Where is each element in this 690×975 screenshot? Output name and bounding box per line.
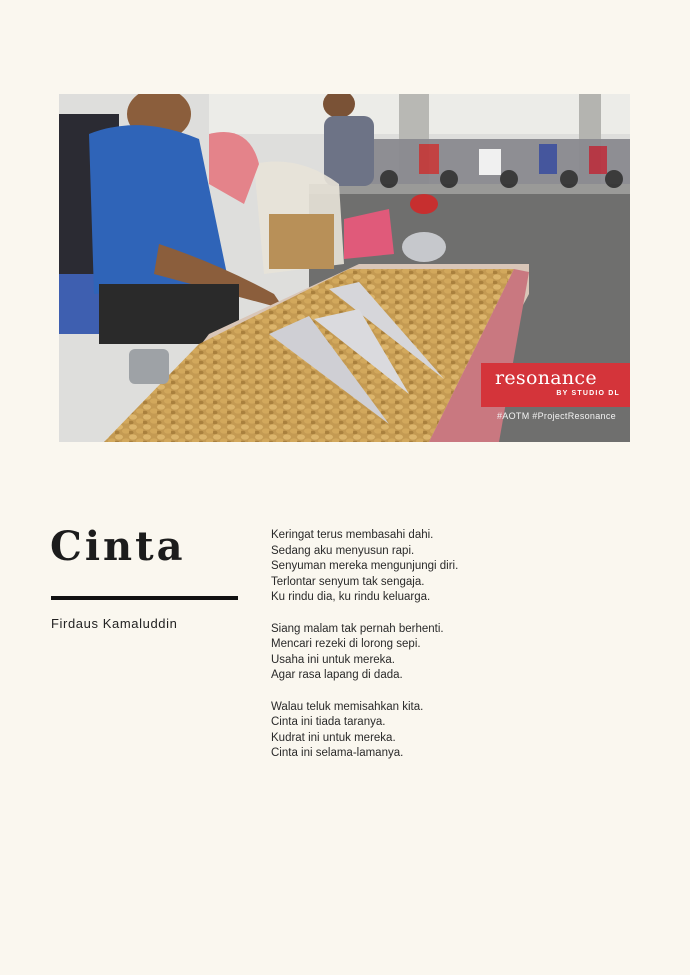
brand-name: resonance bbox=[495, 367, 597, 389]
poem-line: Mencari rezeki di lorong sepi. bbox=[271, 638, 421, 651]
poem-line: Agar rasa lapang di dada. bbox=[271, 669, 403, 682]
poem-line: Kudrat ini untuk mereka. bbox=[271, 731, 396, 744]
brand-subtitle: BY STUDIO DL bbox=[556, 390, 620, 397]
poem-body bbox=[271, 528, 458, 778]
poem-line: Terlontar senyum tak sengaja. bbox=[271, 575, 425, 588]
poem-line: Cinta ini selama-lamanya. bbox=[271, 747, 404, 760]
poem-line: Ku rindu dia, ku rindu keluarga. bbox=[271, 591, 431, 604]
poem-line: Cinta ini tiada taranya. bbox=[271, 716, 386, 729]
title-divider bbox=[51, 596, 238, 600]
poem-line: Siang malam tak pernah berhenti. bbox=[271, 622, 444, 635]
stanza bbox=[271, 528, 458, 606]
poem-line: Keringat terus membasahi dahi. bbox=[271, 529, 434, 541]
poem-title: Cinta bbox=[50, 523, 186, 570]
poem-line: Sedang aku menyusun rapi. bbox=[271, 544, 415, 557]
poem-line: Walau teluk memisahkan kita. bbox=[271, 700, 424, 713]
stanza bbox=[271, 700, 458, 762]
poem-author: Firdaus Kamaluddin bbox=[51, 616, 178, 631]
hashtags: #AOTM #ProjectResonance bbox=[497, 411, 616, 421]
poem-line: Usaha ini untuk mereka. bbox=[271, 653, 396, 666]
resonance-logo bbox=[481, 363, 630, 407]
poem-line: Senyuman mereka mengunjungi diri. bbox=[271, 560, 459, 573]
stanza bbox=[271, 622, 458, 684]
